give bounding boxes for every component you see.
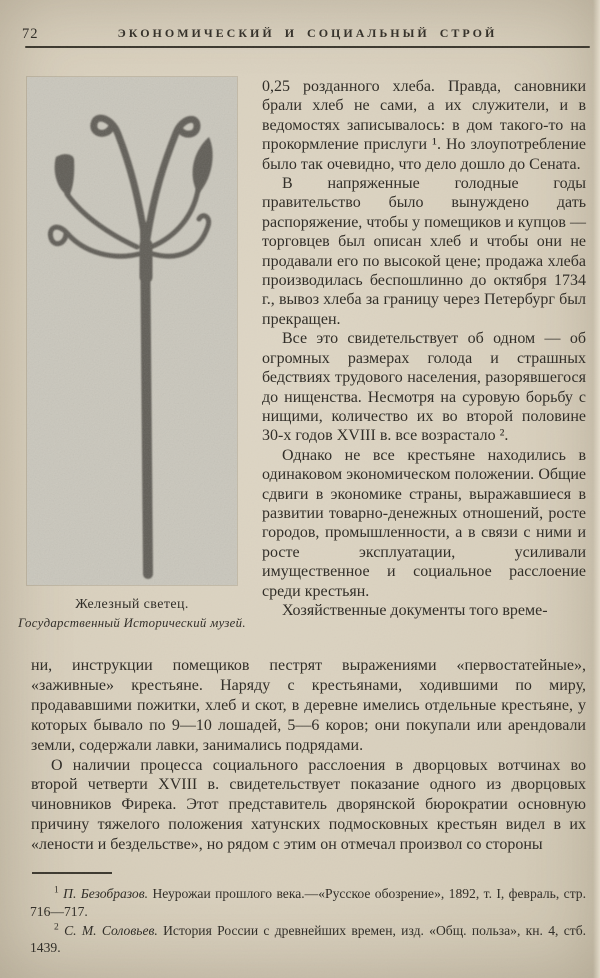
footnote xyxy=(30,885,586,921)
body-paragraph: ни, инструкции помещиков пестрят выражениями «первостатейные», «заживные» крестьяне. Наряду с крестьянами, ходившими по миру, продававшими пожитки, хлеб и скот, в деревне имелись отдельные крестьяне, у которых бывало по 9—10 лошадей, 5—6 коров; они покупали или арендовали земли, содержали лавки, занимались подрядами. xyxy=(31,657,586,754)
main-content xyxy=(18,77,586,631)
column-paragraph: 0,25 розданного хлеба. Правда, сановники брали хлеб не сами, а их служители, и в ведомостях записывалось: в дом такого-то на прокормление прислуги ¹. Но злоупотребление было так очевидно, что дело дошло до Сената. xyxy=(262,78,586,173)
page-number: 72 xyxy=(22,26,39,42)
svetets-photograph xyxy=(27,77,237,585)
running-head xyxy=(22,24,590,44)
footnote-separator xyxy=(32,872,112,874)
figure-block xyxy=(18,77,246,631)
page-header-title: ЭКОНОМИЧЕСКИЙ И СОЦИАЛЬНЫЙ СТРОЙ xyxy=(117,26,498,40)
footnote xyxy=(30,922,586,958)
footnotes xyxy=(30,885,586,958)
footnote-marker: 2 xyxy=(54,922,59,933)
column-paragraph: Хозяйственные документы того време- xyxy=(282,601,548,619)
column-paragraph: Все это свидетельствует об одном — об огромных размерах голода и страшных бедствиях трудового населения, разорявшегося до нищенства. Несмотря на суровую борьбу с нищими, количество их во второй половине 30-х годов XVIII в. все возрастало ². xyxy=(262,330,586,445)
figure-caption-source: Государственный Исторический музей. xyxy=(18,616,246,630)
footnote-author: С. М. Соловьев. xyxy=(64,922,158,938)
footnote-marker: 1 xyxy=(54,885,59,896)
column-paragraph: Однако не все крестьяне находились в одинаковом экономическом положении. Общие сдвиги в экономике страны, выражавшиеся в развитии товарно-денежных отношений, росте городов, промышленности, а в связи с ними и росте эксплуатации, усиливали имущественное и социальное расслоение среди крестьян. xyxy=(262,446,586,600)
footnote-author: П. Безобразов. xyxy=(63,886,149,901)
iron-splinter-holder-image xyxy=(27,77,237,585)
figure-caption-title: Железный светец. xyxy=(75,597,189,612)
figure-caption xyxy=(7,597,257,631)
header-rule xyxy=(25,46,590,48)
body-paragraph: О наличии процесса социального расслоения в дворцовых вотчинах во второй четверти XVIII в. свидетельствует показание одного из дворцовых чиновников Фирека. Этот представитель дворянской бюрократии основную причину тяжелого положения хатунских подмосковных крестьян видел в их «лености и бездельстве», но рядом с этим он отмечал произвол со стороны xyxy=(31,756,586,854)
footnote-text: Неурожаи прошлого века.—«Русское обозрение», 1892, т. I, февраль, стр. 716—717. xyxy=(30,886,587,919)
right-text-column xyxy=(262,77,586,631)
footnote-text: История России с древнейших времен, изд. «Общ. польза», кн. 4, стб. 1439. xyxy=(30,922,587,956)
column-paragraph: В напряженные голодные годы правительство было вынуждено дать распоряжение, чтобы у помещиков и купцов — торговцев был описан хлеб и чтобы они не продавали его по высокой цене; продажа хлеба производилась беспошлинно до октября 1734 г., вывоз хлеба за границу через Петербург был прекращен. xyxy=(262,175,586,328)
full-width-text xyxy=(31,656,586,855)
